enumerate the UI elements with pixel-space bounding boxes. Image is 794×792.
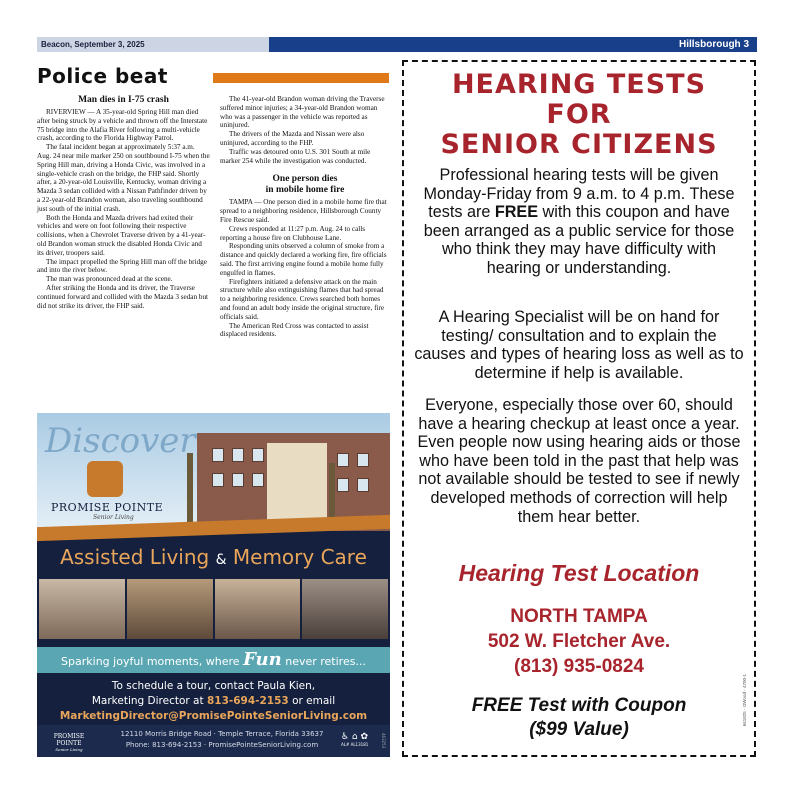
article-paragraph: The impact propelled the Spring Hill man off the bridge and into the river below.: [37, 257, 207, 275]
article-paragraph: The fatal incident began at approximately 5:37 a.m. Aug. 24 near mile marker 250 on southbound I-75 when the Spring Hill man, driving a Honda Civic, was involved in a single-vehicle crash on the bridge, the FHP said. Shortly after, a 20-year-old Louisville, Kentucky, woman driving a Mazda 3 sedan collided with a Nissan Pathfinder driven by a 22-year-old Brandon woman, also traveling southbound just south of the initial crash.: [37, 143, 210, 213]
article-headline: Man dies in I-75 crash: [78, 95, 169, 105]
headline-memory: Memory Care: [232, 545, 367, 569]
article-paragraph: Crews responded at 11:27 p.m. Aug. 24 to calls reporting a house fire on Clubhouse Lane.: [220, 224, 366, 242]
accessibility-icon: ♿ ⌂ ✿: [341, 732, 369, 742]
ad-code: 463253: [381, 733, 386, 749]
contact-line: To schedule a tour, contact Paula Kien,: [111, 680, 316, 692]
contact-email-link[interactable]: MarketingDirector@PromisePointeSeniorLiving.com: [59, 710, 368, 722]
coupon-paragraph: [414, 166, 744, 278]
article-paragraph: The American Red Cross was contacted to assist displaced residents.: [220, 321, 369, 339]
article-paragraph: After striking the Honda and its driver, the Traverse continued forward and collided with the Mazda 3 sedan but did not strike its driver, the FHP said.: [37, 283, 209, 310]
contact-text: Marketing Director at: [91, 695, 204, 707]
coupon-paragraph: A Hearing Specialist will be on hand for testing/ consultation and to explain the causes and types of hearing loss as well as to determine if help is available.: [414, 308, 744, 382]
title-line: SENIOR CITIZENS: [440, 129, 718, 160]
footer-logo-sub: Senior Living: [55, 747, 83, 752]
bedroom-photo: [39, 579, 125, 639]
window-image: [252, 448, 264, 462]
title-line: FOR: [546, 99, 612, 130]
contact-text: or email: [292, 695, 336, 707]
contact-phone-link[interactable]: 813-694-2153: [206, 695, 289, 707]
window-image: [337, 453, 349, 467]
article-headline: [220, 174, 390, 196]
article-column-1: [37, 95, 210, 310]
location-block: [404, 604, 754, 679]
ad-contact: [37, 679, 390, 724]
palm-tree-image: [187, 453, 193, 531]
window-image: [252, 473, 264, 487]
lounge-photo: [127, 579, 213, 639]
paragraph-text: with this coupon and have been arranged as a public service for those who think they may have difficulty with hearing or understanding.: [423, 203, 735, 277]
section-page-label: Hillsborough 3: [269, 37, 757, 52]
window-image: [232, 448, 244, 462]
hearing-test-coupon[interactable]: [402, 60, 756, 757]
ad-hero: [37, 413, 390, 531]
brand-subtitle: Senior Living: [93, 514, 134, 521]
promise-pointe-logo-icon: [87, 461, 123, 497]
headline-amp: &: [215, 552, 227, 568]
brand-name: PROMISE POINTE: [51, 501, 164, 514]
article-paragraph: Firefighters initiated a defensive attack on the main structure while also extinguishing flames that had spread to a neighboring residence. Crews searched both homes and found an adult body inside the original structure, fire officials said.: [220, 277, 385, 321]
license-number: AL# AL13181: [341, 742, 369, 747]
ad-tagline: [37, 647, 390, 673]
tagline-end: never retires...: [285, 655, 366, 668]
window-image: [212, 448, 224, 462]
footer-address-line: 12110 Morris Bridge Road · Temple Terrace, Florida 33637: [120, 730, 324, 738]
headline-line: in mobile home fire: [265, 185, 345, 196]
location-heading: Hearing Test Location: [458, 560, 700, 586]
offer-value: ($99 Value): [529, 719, 629, 740]
page-header: [37, 37, 757, 52]
footer-logo: [41, 733, 97, 752]
tagline-fun: Fun: [243, 649, 282, 670]
contact-line: [37, 694, 390, 709]
paragraph-text: Professional hearing tests will be given Monday-Friday from 9 a.m. to 4 p.m. These tests are: [423, 166, 735, 222]
footer-logo-name: PROMISE POINTE: [53, 733, 85, 747]
article-paragraph: TAMPA — One person died in a mobile home fire that spread to a neighboring residence, Hillsborough County Fire Rescue said.: [220, 198, 387, 224]
title-rule: [213, 73, 389, 83]
location-phone[interactable]: (813) 935-0824: [514, 656, 644, 677]
free-emphasis: FREE: [494, 203, 539, 222]
article-column-2: [220, 95, 390, 339]
article-paragraph: RIVERVIEW — A 35-year-old Spring Hill man died after being struck by a vehicle and thrown off the Interstate 75 bridge into the Alafia River following a multi-vehicle crash, according to the Florida Highway Patrol.: [37, 108, 208, 143]
coupon-offer: [404, 694, 754, 742]
coupon-code: 661825 - OWood - 4700-1: [742, 674, 747, 727]
gym-photo: [302, 579, 388, 639]
article-paragraph: Responding units observed a column of smoke from a distance and quickly declared a working fire, fire officials said. The first arriving engine found a mobile home fully engulfed in flames.: [220, 242, 387, 277]
article-paragraph: Both the Honda and Mazda drivers had exited their vehicles and were on foot following their respective collisions, when a Chevrolet Traverse driven by a 41-year-old Brandon woman struck the disabled Honda Civic and its driver, troopers said.: [37, 213, 206, 257]
tagline-start: Sparking joyful moments, where: [61, 655, 240, 668]
article-paragraph: Traffic was detoured onto U.S. 301 South at mile marker 254 while the investigation was conducted.: [220, 147, 371, 165]
window-image: [357, 478, 369, 492]
footer-address: [107, 729, 337, 751]
ad-headline: [37, 545, 390, 569]
offer-line: FREE Test with Coupon: [471, 695, 687, 716]
photo-strip: [39, 579, 388, 639]
window-image: [357, 453, 369, 467]
article-paragraph: The drivers of the Mazda and Nissan were also uninjured, according to the FHP.: [220, 130, 365, 147]
ad-footer: [37, 725, 390, 757]
window-image: [212, 473, 224, 487]
window-image: [232, 473, 244, 487]
window-image: [337, 478, 349, 492]
coupon-title: [404, 70, 754, 160]
headline-assisted: Assisted Living: [60, 545, 210, 569]
section-title: Police beat: [37, 64, 168, 88]
location-name: NORTH TAMPA: [510, 606, 648, 627]
discover-script: Discover: [45, 421, 196, 461]
footer-phone-line[interactable]: Phone: 813-694-2153 · PromisePointeSeniorLiving.com: [125, 741, 319, 749]
kitchen-photo: [215, 579, 301, 639]
accessibility-housing-icons: [341, 732, 368, 747]
location-address: 502 W. Fletcher Ave.: [487, 631, 671, 652]
headline-line: One person dies: [272, 174, 338, 185]
title-line: HEARING TESTS: [451, 69, 707, 100]
article-paragraph: The 41-year-old Brandon woman driving the Traverse suffered minor injuries; a 34-year-old Brandon woman who was a passenger in the vehicle was reported as uninjured.: [220, 95, 385, 130]
article-paragraph: The man was pronounced dead at the scene.: [46, 275, 173, 284]
senior-living-ad[interactable]: [37, 413, 390, 757]
issue-date: Beacon, September 3, 2025: [37, 37, 269, 52]
coupon-paragraph: Everyone, especially those over 60, should have a hearing checkup at least once a year. Even people now using hearing aids or those who have been told in the past that help was not available should be tested to see if newly developed methods of correction will help them hear better.: [417, 396, 741, 526]
